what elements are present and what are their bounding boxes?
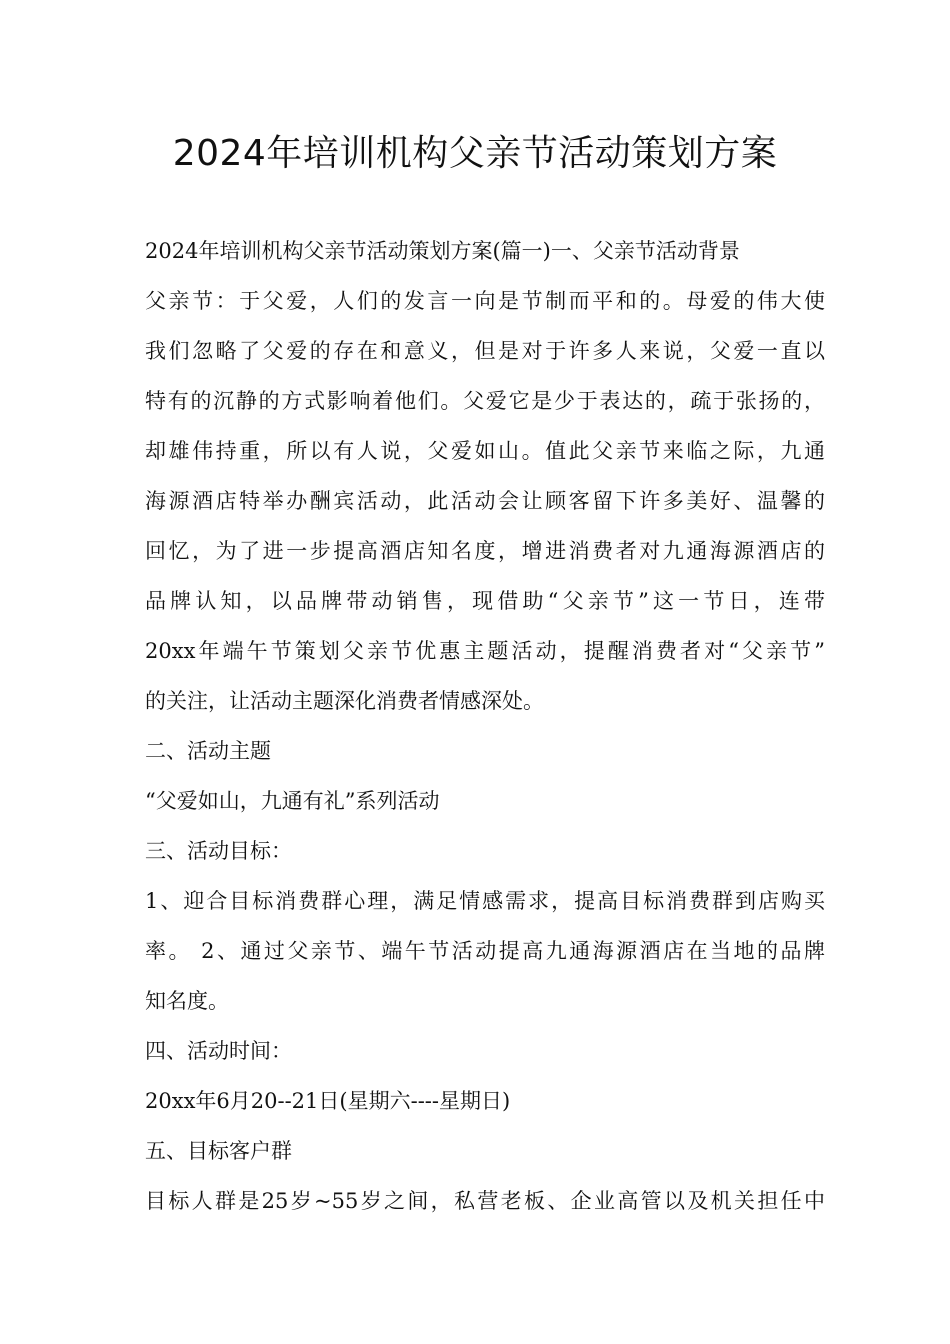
body-line-5: 却雄伟持重，所以有人说，父爱如山。值此父亲节来临之际，九通 xyxy=(145,439,825,463)
section-heading-audience: 五、目标客户群 xyxy=(145,1139,292,1163)
section-heading-time: 四、活动时间： xyxy=(145,1039,292,1063)
theme-slogan: “父爱如山，九通有礼”系列活动 xyxy=(145,789,440,813)
event-date: 20xx年6月20--21日(星期六----星期日) xyxy=(145,1089,511,1113)
body-line-7: 回忆，为了进一步提高酒店知名度，增进消费者对九通海源酒店的 xyxy=(145,539,825,563)
body-line-4: 特有的沉静的方式影响着他们。父爱它是少于表达的，疏于张扬的， xyxy=(145,389,825,413)
goal-line-2: 率。 2、通过父亲节、端午节活动提高九通海源酒店在当地的品牌 xyxy=(145,939,825,963)
body-line-10: 的关注，让活动主题深化消费者情感深处。 xyxy=(145,689,544,713)
document-body xyxy=(145,226,825,1226)
document-title: 2024年培训机构父亲节活动策划方案 xyxy=(172,133,778,174)
goal-line-1: 1、迎合目标消费群心理，满足情感需求，提高目标消费群到店购买 xyxy=(145,889,825,913)
body-line-8: 品牌认知，以品牌带动销售，现借助“父亲节”这一节日，连带 xyxy=(145,589,825,613)
audience-line: 目标人群是25岁~55岁之间，私营老板、企业高管以及机关担任中 xyxy=(145,1189,825,1213)
body-line-6: 海源酒店特举办酬宾活动，此活动会让顾客留下许多美好、温馨的 xyxy=(145,489,825,513)
section-heading-goals: 三、活动目标： xyxy=(145,839,292,863)
body-line-3: 我们忽略了父爱的存在和意义，但是对于许多人来说，父爱一直以 xyxy=(145,339,825,363)
body-line-1: 2024年培训机构父亲节活动策划方案(篇一)一、父亲节活动背景 xyxy=(145,239,740,263)
section-heading-theme: 二、活动主题 xyxy=(145,739,271,763)
body-line-9: 20xx年端午节策划父亲节优惠主题活动，提醒消费者对“父亲节” xyxy=(145,639,825,663)
body-line-2: 父亲节：于父爱，人们的发言一向是节制而平和的。母爱的伟大使 xyxy=(145,289,825,313)
goal-line-3: 知名度。 xyxy=(145,989,229,1013)
